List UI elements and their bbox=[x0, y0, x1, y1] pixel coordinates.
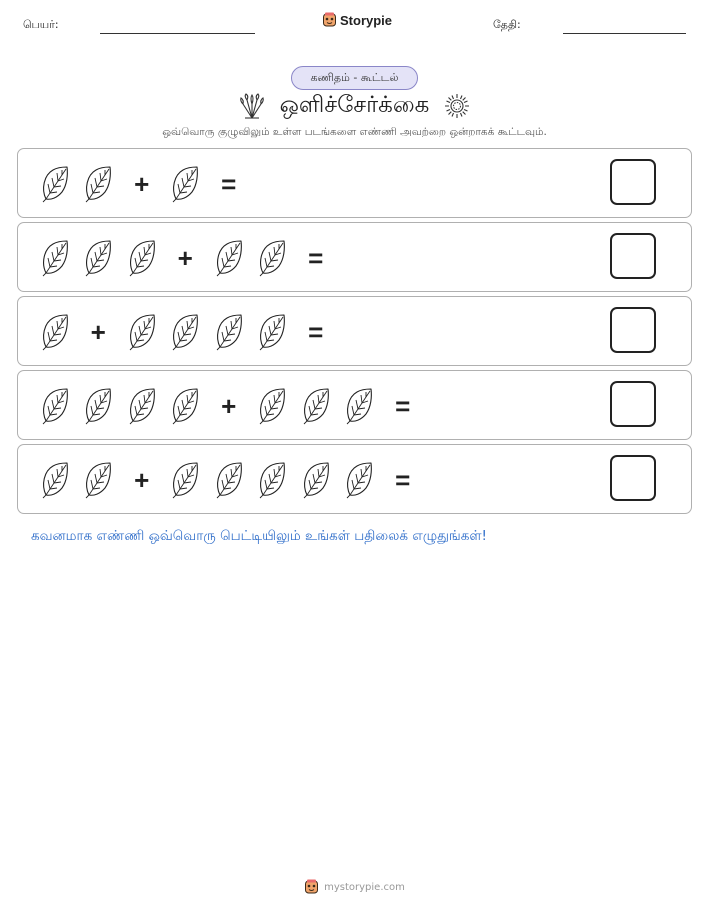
date-label: தேதி: bbox=[493, 18, 521, 31]
leaf-icon bbox=[82, 223, 114, 293]
answer-box[interactable] bbox=[610, 455, 656, 501]
leaf-icon bbox=[39, 149, 71, 219]
leaf-icon bbox=[169, 371, 201, 441]
problem-row bbox=[17, 148, 692, 218]
problem-row bbox=[17, 444, 692, 514]
leaf-icon bbox=[39, 371, 71, 441]
plus-sign: + bbox=[177, 242, 193, 273]
worksheet-header bbox=[0, 0, 709, 45]
plus-sign: + bbox=[221, 390, 237, 421]
problem-row bbox=[17, 370, 692, 440]
equals-sign: = bbox=[308, 242, 324, 273]
sun-icon bbox=[443, 92, 471, 120]
leaf-icon bbox=[300, 445, 332, 515]
leaf-icon bbox=[213, 223, 245, 293]
answer-box[interactable] bbox=[610, 307, 656, 353]
leaf-icon bbox=[126, 297, 158, 367]
equals-sign: = bbox=[395, 390, 411, 421]
subject-badge: கணிதம் - கூட்டல் bbox=[291, 66, 418, 90]
leaf-icon bbox=[343, 371, 375, 441]
leaf-icon bbox=[169, 149, 201, 219]
answer-box[interactable] bbox=[610, 233, 656, 279]
answer-box[interactable] bbox=[610, 159, 656, 205]
plus-sign: + bbox=[90, 316, 106, 347]
mascot-icon bbox=[304, 879, 319, 895]
date-field-line[interactable] bbox=[563, 33, 686, 34]
leaf-icon bbox=[82, 445, 114, 515]
leaf-icon bbox=[82, 149, 114, 219]
plus-sign: + bbox=[134, 464, 150, 495]
leaf-icon bbox=[39, 297, 71, 367]
leaf-icon bbox=[213, 297, 245, 367]
leaf-icon bbox=[256, 223, 288, 293]
leaf-icon bbox=[213, 445, 245, 515]
leaf-icon bbox=[82, 371, 114, 441]
leaf-icon bbox=[39, 223, 71, 293]
leaf-icon bbox=[126, 371, 158, 441]
title-row bbox=[0, 88, 709, 124]
leaf-icon bbox=[256, 371, 288, 441]
leaf-icon bbox=[300, 371, 332, 441]
leaf-icon bbox=[343, 445, 375, 515]
worksheet-title: ஒளிச்சேர்க்கை bbox=[279, 91, 430, 118]
leaf-icon bbox=[169, 445, 201, 515]
storypie-logo bbox=[322, 12, 392, 28]
leaf-icon bbox=[169, 297, 201, 367]
footer bbox=[0, 879, 709, 895]
equals-sign: = bbox=[221, 168, 237, 199]
leaf-icon bbox=[256, 445, 288, 515]
plus-sign: + bbox=[134, 168, 150, 199]
problem-row bbox=[17, 222, 692, 292]
problem-row bbox=[17, 296, 692, 366]
instruction-text: ஒவ்வொரு குழுவிலும் உள்ள படங்களை எண்ணி அவற்றை ஒன்றாகக் கூட்டவும். bbox=[162, 126, 547, 138]
brand-name: Storypie bbox=[340, 12, 393, 28]
name-field-line[interactable] bbox=[100, 33, 255, 34]
leaf-icon bbox=[39, 445, 71, 515]
equals-sign: = bbox=[395, 464, 411, 495]
reminder-note: கவனமாக எண்ணி ஒவ்வொரு பெட்டியிலும் உங்கள் பதிலைக் எழுதுங்கள்! bbox=[31, 528, 487, 544]
leaf-icon bbox=[126, 223, 158, 293]
name-label: பெயர்: bbox=[23, 18, 59, 31]
plant-icon bbox=[238, 92, 266, 120]
mascot-icon bbox=[322, 12, 337, 28]
equals-sign: = bbox=[308, 316, 324, 347]
footer-site: mystorypie.com bbox=[324, 881, 405, 893]
leaf-icon bbox=[256, 297, 288, 367]
answer-box[interactable] bbox=[610, 381, 656, 427]
